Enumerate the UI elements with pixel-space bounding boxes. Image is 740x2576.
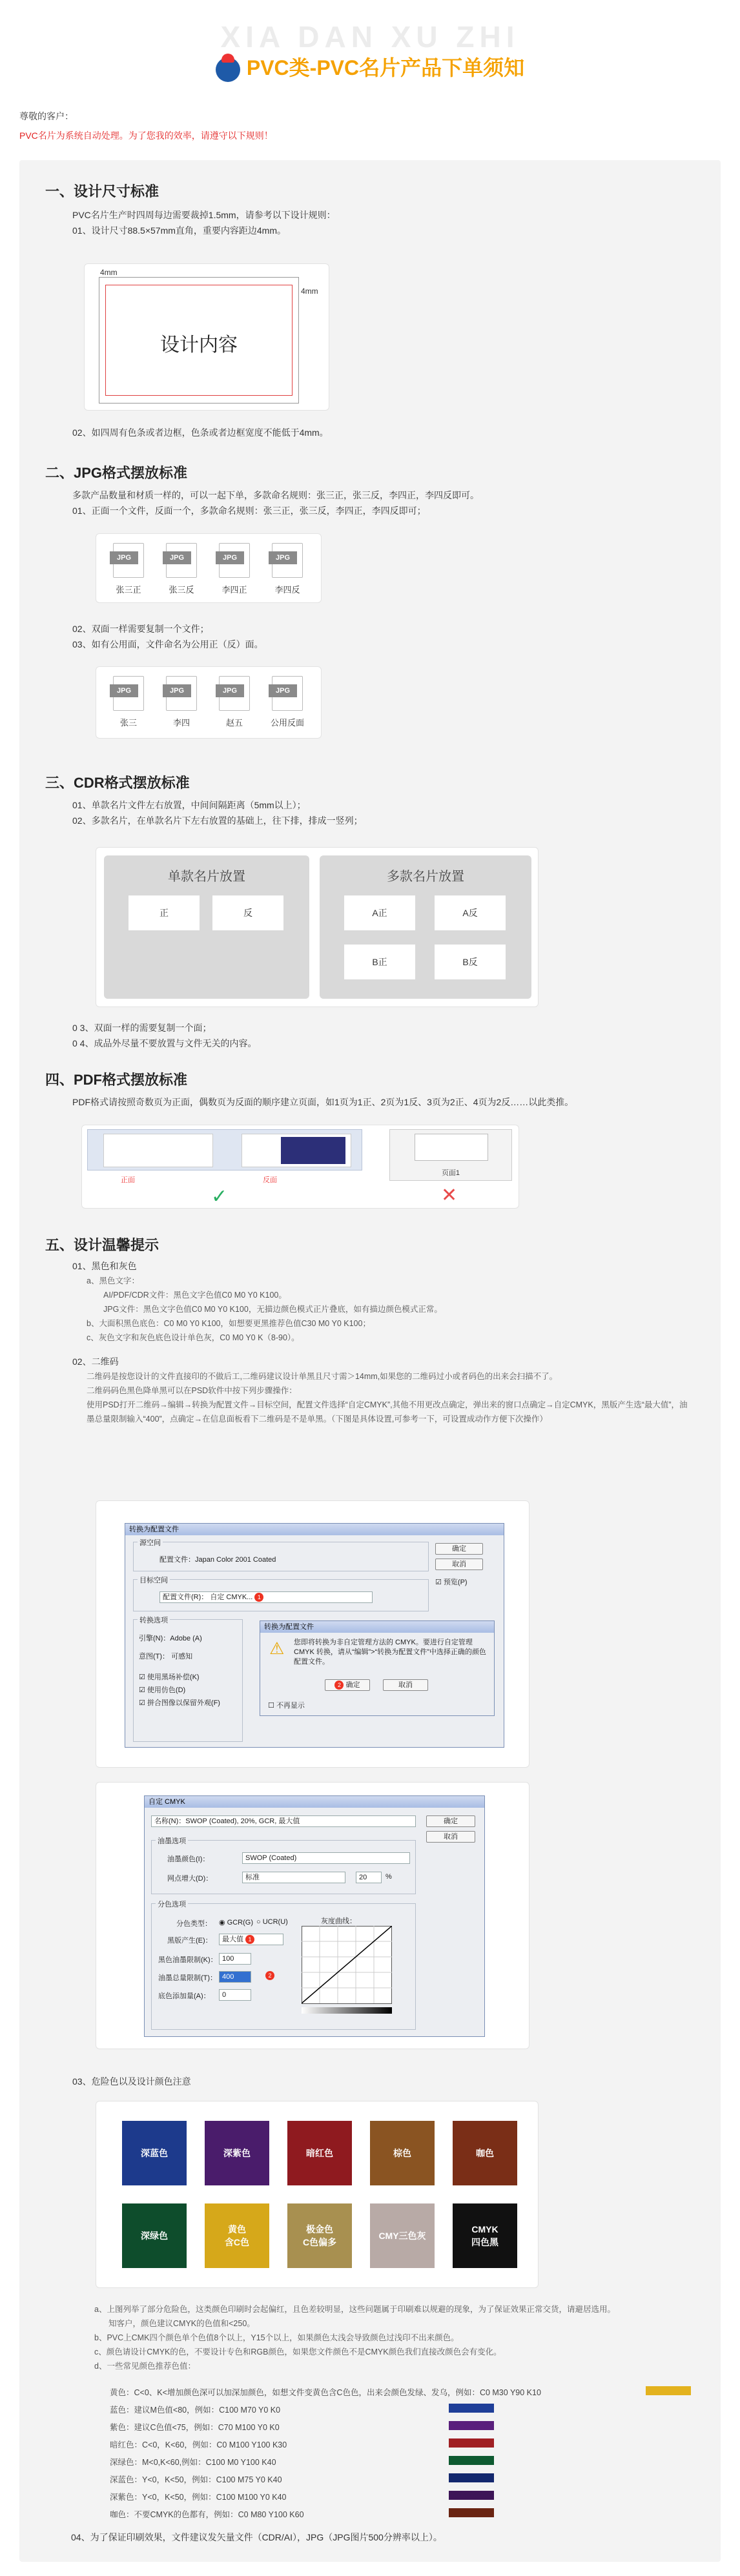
card-back: 反 [212, 895, 283, 930]
paragraph: 02、如四周有色条或者边框，色条或者边框宽度不能低于4mm。 [72, 427, 329, 438]
footer-note: 04、为了保证印刷效果，文件建议发矢量文件（CDR/AI），JPG（JPG图片500分辨率以上）。 [71, 2532, 442, 2542]
preview-checkbox[interactable]: ☑ 预览(P) [435, 1579, 468, 1586]
tip-text: b、大面积黑色底色：C0 M0 Y0 K100，如想要更黑推荐色值C30 M0 Y0 K100； [87, 1319, 371, 1328]
file-type-tag: JPG [163, 551, 191, 564]
subheading: 03、危险色以及设计颜色注意 [72, 2076, 191, 2087]
checkmark-icon: ✓ [211, 1186, 228, 1207]
color-sample-bar [449, 2456, 494, 2465]
swatch-label: CMYK 四色黑 [471, 2224, 498, 2247]
dialog-titlebar: 自定 CMYK [145, 1796, 484, 1808]
subheading: 02、二维码 [72, 1356, 119, 1367]
tip-text: 使用PSD打开二维码→编辑→转换为配置文件→目标空间，配置文件选择“自定CMYK”,其他不用更改点确定，弹出来的窗口点确定→自定CMYK，黑版产生选“最大值”，油墨总量限制输入“400”，点确定→在信息面板看下二维码是不是单黑。（下图是具体设置,可参考一下，可设置成动作方便下次操作） [87, 1400, 688, 1424]
label-back: 反面 [263, 1176, 277, 1184]
swatch-label: 深绿色 [141, 2231, 168, 2241]
convert-profile-dialog [125, 1523, 504, 1748]
worker-logo-icon [216, 57, 240, 82]
pdf-example-card [81, 1125, 519, 1209]
section-title: 四、PDF格式摆放标准 [45, 1072, 188, 1088]
file-icon [272, 543, 303, 578]
source-space-group [133, 1539, 429, 1571]
color-recommendation-text: 暗红色：C<0，K<60，例如：C0 M100 Y100 K30 [110, 2440, 287, 2449]
color-recommendation-row [110, 2508, 691, 2521]
file-icon [166, 543, 197, 578]
file-name: 张三反 [169, 585, 194, 595]
subheading: 01、黑色和灰色 [72, 1261, 137, 1271]
file-name: 张三正 [116, 585, 141, 595]
paragraph: 0 3、双面一样的需要复制一个面； [72, 1023, 212, 1033]
section-pdf [45, 1069, 573, 1110]
separation-options-group [151, 1903, 416, 2030]
color-recommendation-row [110, 2491, 691, 2504]
danger-color-swatch [370, 2203, 435, 2268]
swatch-label: CMY三色灰 [378, 2231, 426, 2241]
page-label: 页面1 [441, 1169, 460, 1177]
dialog-titlebar: 转换为配置文件 [125, 1524, 504, 1535]
file-type-tag: JPG [269, 551, 297, 564]
section-title: 三、CDR格式摆放标准 [45, 775, 190, 791]
paragraph: PDF格式请按照奇数页为正面，偶数页为反面的顺序建立页面，如1页为1正、2页为1反、3页为2正、4页为2反……以此类推。 [72, 1097, 574, 1107]
tip-text: a、黑色文字： [87, 1276, 139, 1285]
gray-ramp-graph [302, 1926, 392, 2016]
section-title: 五、设计温馨提示 [45, 1237, 159, 1253]
danger-color-swatch [287, 2121, 352, 2185]
dot-gain-field[interactable]: 20 [356, 1872, 382, 1883]
ok-button[interactable]: 确定 [435, 1543, 483, 1555]
group-label: 转换选项 [138, 1615, 170, 1625]
wrong-pdf-preview [389, 1129, 512, 1181]
black-limit-field[interactable]: 100 [219, 1953, 251, 1965]
file-name: 公用反面 [270, 718, 304, 728]
tip-text: JPG文件：黑色文字色值C0 M0 Y0 K100，无描边颜色模式正片叠底，如有描边颜色模式正常。 [103, 1305, 442, 1314]
card-b-back: B反 [435, 945, 506, 979]
flatten-checkbox[interactable]: ☑ 拼合图像以保留外观(F) [139, 1699, 220, 1707]
recommended-color-list [110, 2386, 691, 2535]
dim-top-label: 4mm [100, 268, 118, 277]
file-type-tag: JPG [110, 551, 138, 564]
ink-color-select[interactable]: SWOP (Coated) [242, 1852, 410, 1864]
name-field[interactable]: 名称(N)：SWOP (Coated), 20%, GCR, 最大值 [151, 1815, 416, 1827]
paragraph: 01、设计尺寸88.5×57mm直角，重要内容距边4mm。 [72, 225, 287, 236]
correct-pdf-preview [87, 1129, 362, 1170]
card-a-back: A反 [435, 895, 506, 930]
color-recommendation-text: 深紫色：Y<0，K<50，例如：C100 M100 Y0 K40 [110, 2493, 287, 2502]
convert-options-group [133, 1619, 243, 1742]
color-note: a、上图列举了部分危险色，这类颜色印刷时会起偏红，且色差较明显，这些问题属于印刷难以规避的现象，为了保证效果正常交货，请避居选用。 [94, 2305, 615, 2314]
dot-gain-label: 网点增大(D)： [167, 1875, 213, 1883]
label-front: 正面 [121, 1176, 135, 1184]
group-label: 源空间 [138, 1537, 163, 1548]
jpg-file-icon [156, 676, 207, 728]
danger-color-swatch [122, 2203, 187, 2268]
danger-color-swatch [453, 2121, 517, 2185]
jpg-files-card [96, 533, 322, 603]
file-name: 李四 [172, 718, 190, 728]
tip-text: AI/PDF/CDR文件：黑色文字色值C0 M0 Y0 K100。 [103, 1291, 287, 1300]
intent-label: 意图(T)： 可感知 [139, 1653, 193, 1661]
paragraph: 01、正面一个文件，反面一个，多款命名规则：张三正，张三反，李四正，李四反即可； [72, 506, 426, 516]
danger-color-swatch [205, 2121, 269, 2185]
black-gen-select[interactable]: 最大值 1 [219, 1934, 283, 1945]
section-title: 二、JPG格式摆放标准 [45, 465, 188, 481]
color-sample-bar [449, 2508, 494, 2517]
black-limit-label: 黑色油墨限制(K)： [158, 1956, 218, 1964]
multi-layout-box [320, 855, 531, 999]
swatch-label: 深蓝色 [141, 2148, 168, 2158]
file-name: 赵五 [225, 718, 243, 728]
tip-text: 二维码码色黑色降单黑可以在PSD软件中按下列步骤操作： [87, 1386, 297, 1395]
uca-label: 底色添加量(A)： [158, 1992, 211, 2000]
design-content-label: 设计内容 [160, 334, 238, 356]
gcr-radio[interactable]: ◉ GCR(G) [219, 1919, 253, 1927]
header-watermark: XIA DAN XU ZHI [220, 20, 520, 54]
file-icon [113, 676, 144, 711]
content-panel [19, 160, 721, 2562]
pdf-single-page [415, 1134, 488, 1161]
section-title: 一、设计尺寸标准 [45, 183, 159, 199]
color-note: c、颜色请设计CMYK的色，不要设计专色和RGB颜色，如果您文件颜色不是CMYK颜色我们直接改颜色会有变化。 [94, 2347, 502, 2356]
color-recommendation-row [110, 2404, 691, 2417]
color-sample-bar [449, 2473, 494, 2482]
multi-title: 多款名片放置 [387, 870, 464, 884]
danger-color-swatch [205, 2203, 269, 2268]
pdf-front-page [103, 1134, 213, 1167]
card-front: 正 [128, 895, 200, 930]
file-icon [219, 543, 250, 578]
group-label: 目标空间 [138, 1575, 170, 1585]
paragraph: 01、单款名片文件左右放置，中间间隔距离（5mm以上）； [72, 800, 306, 810]
danger-colors-card [96, 2101, 539, 2288]
section-size [45, 181, 336, 238]
dither-checkbox[interactable]: ☑ 使用仿色(D) [139, 1686, 186, 1694]
color-recommendation-row [110, 2421, 691, 2434]
warning-ok-button[interactable]: 2 确定 [325, 1679, 370, 1691]
color-recommendation-text: 深蓝色：Y<0，K<50，例如：C100 M75 Y0 K40 [110, 2475, 282, 2484]
dest-profile-select[interactable]: 配置文件(R)： 自定 CMYK... 1 [159, 1591, 373, 1603]
swatch-label: 极金色 C色偏多 [302, 2224, 337, 2247]
total-ink-label: 油墨总量限制(T)： [158, 1974, 218, 1982]
size-diagram-card [84, 263, 329, 411]
color-note: d、一些常见颜色推荐色值： [94, 2362, 196, 2371]
color-sample-bar [449, 2491, 494, 2500]
dim-right-label: 4mm [301, 287, 318, 296]
paragraph: 02、多款名片，在单款名片下左右放置的基础上，往下排，排成一竖列； [72, 815, 363, 826]
cancel-button[interactable]: 取消 [435, 1559, 483, 1570]
greeting: 尊敬的客户： [19, 111, 74, 121]
swatch-label: 咖色 [476, 2148, 494, 2158]
file-type-tag: JPG [163, 684, 191, 697]
page-title [0, 52, 740, 82]
swatch-label: 棕色 [393, 2148, 411, 2158]
color-sample-bar [449, 2438, 494, 2448]
source-profile: 配置文件：Japan Color 2001 Coated [159, 1556, 276, 1564]
cross-icon: ✕ [441, 1185, 458, 1206]
ink-color-label: 油墨颜色(I)： [167, 1855, 210, 1863]
file-name: 李四正 [221, 585, 247, 595]
color-recommendation-text: 咖色：不要CMYK的色都有，例如：C0 M80 Y100 K60 [110, 2510, 304, 2519]
section-cdr [45, 772, 363, 828]
jpg-file-icon [262, 543, 313, 595]
swatch-label: 暗红色 [306, 2148, 333, 2158]
gray-ramp-label: 灰度曲线： [321, 1917, 356, 1925]
convert-profile-screenshot [96, 1500, 529, 1768]
ink-options-group [151, 1837, 416, 1894]
custom-cmyk-dialog [144, 1795, 485, 2037]
jpg-file-icon [103, 676, 154, 728]
file-name: 张三 [119, 718, 137, 728]
sep-type-label: 分色类型： [176, 1920, 212, 1928]
bpc-checkbox[interactable]: ☑ 使用黑场补偿(K) [139, 1673, 200, 1681]
paragraph: 02、双面一样需要复制一个文件； [72, 624, 209, 634]
color-recommendation-text: 深绿色：M<0,K<60,例如：C100 M0 Y100 K40 [110, 2458, 276, 2467]
card-b-front: B正 [344, 945, 415, 979]
page-title-text: PVC类-PVC名片产品下单须知 [246, 56, 525, 79]
cdr-layout-card [96, 847, 539, 1007]
uca-field[interactable]: 0 [219, 1989, 251, 2001]
danger-color-swatch [287, 2203, 352, 2268]
total-ink-field[interactable]: 400 [219, 1971, 251, 1983]
color-recommendation-row [110, 2456, 691, 2469]
warning-cancel-button[interactable]: 取消 [383, 1679, 428, 1691]
color-sample-bar [646, 2386, 691, 2395]
color-recommendation-text: 黄色：C<0、K<增加颜色深可以加深加颜色，如想文件变黄色含C色色，出来会颜色发绿、发乌，例如：C0 M30 Y90 K10 [110, 2388, 541, 2397]
tip-text: c、灰色文字和灰色底色设计单色灰，C0 M0 Y0 K（8-90）。 [87, 1333, 300, 1342]
color-note: 知客户，颜色建议CMYK的色值和<250。 [108, 2319, 255, 2328]
color-recommendation-row [110, 2473, 691, 2486]
black-gen-label: 黑版产生(E)： [167, 1937, 212, 1945]
jpg-file-icon [209, 543, 260, 595]
tip-text: 二维码是按您设计的文件直接印的不做后工,二维码建议设计单黑且尺寸需＞14mm,如果您的二维码过小或者码色的出来会扫描不了。 [87, 1372, 558, 1381]
jpg-files-card-2 [96, 666, 322, 739]
color-recommendation-row [110, 2438, 691, 2451]
color-sample-bar [449, 2421, 494, 2430]
color-recommendation-text: 蓝色：建议M色值<80，例如：C100 M70 Y0 K0 [110, 2406, 281, 2415]
color-note: b、PVC上CMK四个颜色单个色值8个以上，Y15个以上，如果颜色太浅会导致颜色过浅印不出来颜色。 [94, 2333, 459, 2342]
color-recommendation-row [110, 2386, 691, 2399]
paragraph: PVC名片生产时四周每边需要裁掉1.5mm，请参考以下设计规则： [72, 210, 336, 220]
group-label: 油墨选项 [156, 1835, 188, 1846]
paragraph: 03、如有公用面，文件命名为公用正（反）面。 [72, 639, 263, 649]
file-icon [219, 676, 250, 711]
notice: PVC名片为系统自动处理。为了您我的效率，请遵守以下规则！ [19, 130, 273, 141]
engine-label: 引擎(N)：Adobe (A) [139, 1635, 202, 1642]
danger-color-swatch [370, 2121, 435, 2185]
section-tips [45, 1234, 694, 1426]
file-icon [113, 543, 144, 578]
dont-show-checkbox[interactable]: ☐ 不再显示 [268, 1702, 305, 1710]
warning-dialog [260, 1620, 495, 1716]
cancel-button[interactable]: 取消 [426, 1831, 475, 1843]
ok-button[interactable]: 确定 [426, 1815, 475, 1827]
jpg-file-icon [156, 543, 207, 595]
file-type-tag: JPG [110, 684, 138, 697]
file-icon [272, 676, 303, 711]
single-title: 单款名片放置 [168, 870, 245, 884]
warning-message: 您即将转换为非自定管理方法的 CMYK。要进行自定管理 CMYK 转换，请从“编辑”>“转换为配置文件”中选择正确的颜色配置文件。 [294, 1639, 486, 1666]
danger-color-swatch [122, 2121, 187, 2185]
file-type-tag: JPG [216, 551, 244, 564]
warning-icon: ⚠ [269, 1639, 285, 1658]
warning-titlebar: 转换为配置文件 [260, 1621, 494, 1633]
paragraph: 0 4、成品外尽量不要放置与文件无关的内容。 [72, 1038, 257, 1048]
card-a-front: A正 [344, 895, 415, 930]
ucr-radio[interactable]: ○ UCR(U) [256, 1918, 288, 1926]
section-jpg [45, 462, 479, 518]
pdf-back-page [242, 1134, 351, 1167]
jpg-file-icon [262, 676, 313, 728]
single-layout-box [104, 855, 309, 999]
group-label: 分色选项 [156, 1899, 188, 1909]
dot-gain-mode-select[interactable]: 标准 [242, 1872, 345, 1883]
header [0, 0, 740, 103]
custom-cmyk-screenshot [96, 1782, 529, 2049]
pdf-back-artwork [281, 1137, 345, 1164]
swatch-label: 黄色 含C色 [224, 2224, 250, 2247]
swatch-label: 深紫色 [223, 2148, 251, 2158]
jpg-file-icon [209, 676, 260, 728]
paragraph: 多款产品数量和材质一样的，可以一起下单，多款命名规则：张三正，张三反，李四正，李四反即可。 [72, 490, 479, 500]
file-type-tag: JPG [269, 684, 297, 697]
jpg-file-icon [103, 543, 154, 595]
file-icon [166, 676, 197, 711]
step-number-badge: 2 [265, 1971, 274, 1980]
file-type-tag: JPG [216, 684, 244, 697]
color-recommendation-text: 紫色：建议C色值<75，例如：C70 M100 Y0 K0 [110, 2423, 280, 2432]
danger-color-swatch [453, 2203, 517, 2268]
percent-label: % [385, 1873, 392, 1881]
color-notes [94, 2302, 695, 2373]
file-name: 李四反 [274, 585, 300, 595]
color-sample-bar [449, 2404, 494, 2413]
dest-space-group [133, 1579, 429, 1611]
